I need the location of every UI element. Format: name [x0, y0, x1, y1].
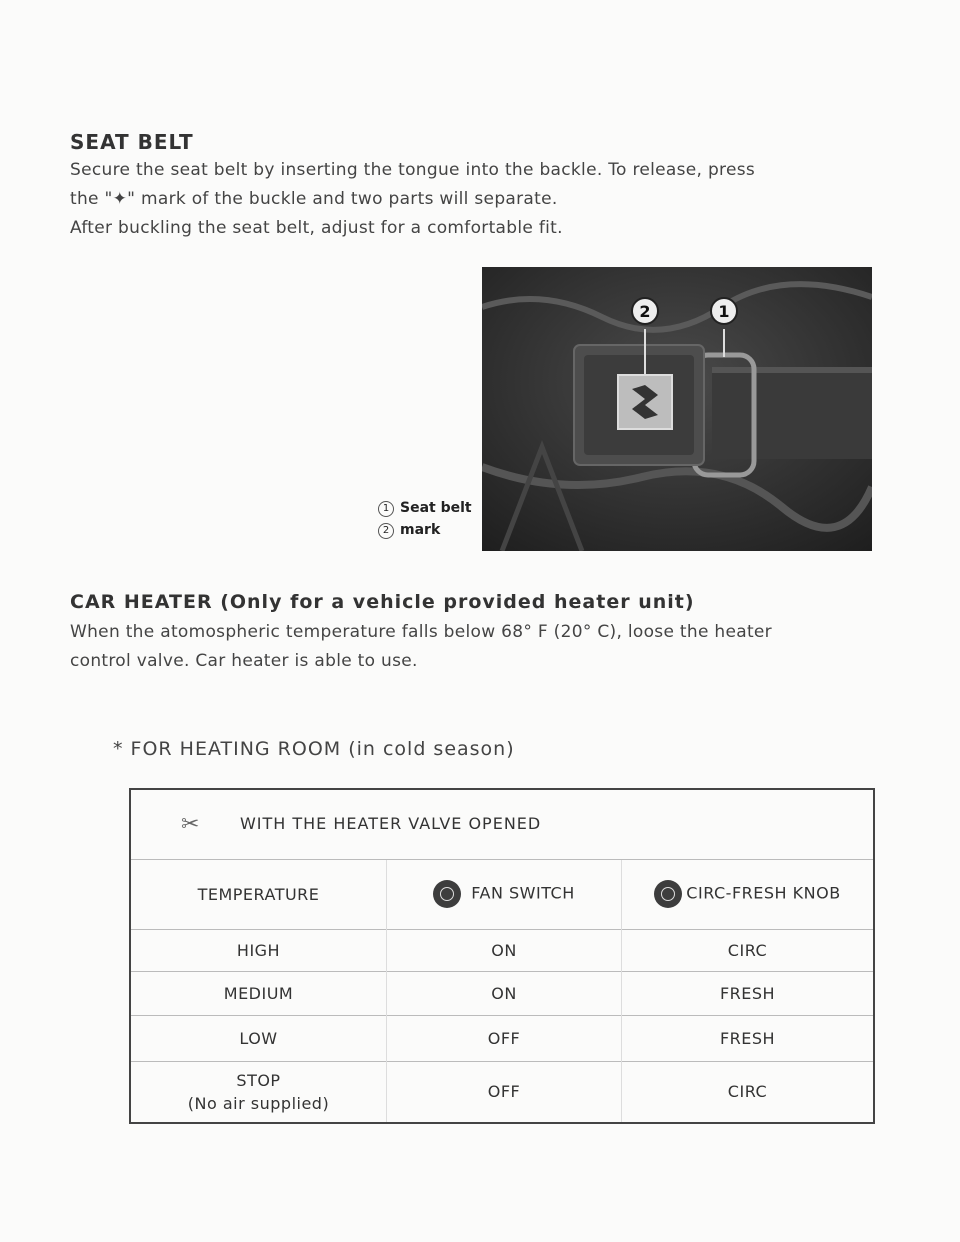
seat-belt-text-line-2: the "✦" mark of the buckle and two parts will separate.	[70, 189, 558, 209]
table-column-headers	[130, 859, 874, 929]
callout-1-label: 1	[718, 302, 730, 321]
heater-settings-table	[129, 788, 875, 1124]
seat-belt-photo	[482, 267, 872, 551]
legend-label-seat-belt: Seat belt	[400, 500, 472, 516]
row-high-fan: ON	[387, 929, 622, 971]
seat-belt-text-line-3: After buckling the seat belt, adjust for a comfortable fit.	[70, 218, 563, 238]
table-row	[130, 1061, 874, 1123]
legend-number-1: 1	[378, 501, 394, 517]
row-low-temperature: LOW	[130, 1015, 387, 1061]
car-heater-heading: CAR HEATER (Only for a vehicle provided heater unit)	[70, 591, 695, 613]
photo-legend-item-1	[378, 500, 472, 517]
fan-switch-label: FAN SWITCH	[471, 883, 575, 903]
legend-number-2: 2	[378, 523, 394, 539]
knob-icon	[654, 880, 682, 908]
row-stop-note: (No air supplied)	[187, 1093, 330, 1113]
row-stop-knob: CIRC	[622, 1061, 875, 1123]
row-high-knob: CIRC	[622, 929, 875, 971]
heating-room-subheading: * FOR HEATING ROOM (in cold season)	[113, 738, 515, 760]
row-medium-knob: FRESH	[622, 971, 875, 1015]
seat-belt-text-line-1: Secure the seat belt by inserting the tongue into the backle. To release, press	[70, 160, 756, 180]
fan-icon	[433, 880, 461, 908]
row-medium-temperature: MEDIUM	[130, 971, 387, 1015]
car-heater-text-line-2: control valve. Car heater is able to use.	[70, 651, 418, 671]
callout-2-label: 2	[639, 302, 651, 321]
heater-valve-icon: ✂	[181, 811, 200, 837]
table-header-label: WITH THE HEATER VALVE OPENED	[239, 813, 542, 833]
row-low-knob: FRESH	[622, 1015, 875, 1061]
column-header-circ-fresh-knob	[622, 859, 875, 929]
seat-belt-illustration	[482, 267, 872, 551]
row-stop-fan: OFF	[387, 1061, 622, 1123]
row-high-temperature: HIGH	[130, 929, 387, 971]
table-header-row	[130, 789, 874, 859]
table-row	[130, 1015, 874, 1061]
row-low-fan: OFF	[387, 1015, 622, 1061]
car-heater-text-line-1: When the atomospheric temperature falls below 68° F (20° C), loose the heater	[70, 622, 772, 642]
row-stop-label: STOP	[236, 1070, 281, 1090]
row-stop-temperature	[130, 1061, 387, 1123]
seat-belt-heading: SEAT BELT	[70, 130, 194, 154]
column-header-temperature: TEMPERATURE	[130, 859, 387, 929]
table-row	[130, 971, 874, 1015]
column-header-fan-switch	[387, 859, 622, 929]
legend-label-mark: mark	[400, 522, 441, 538]
circ-fresh-knob-label: CIRC-FRESH KNOB	[686, 883, 841, 903]
table-row	[130, 929, 874, 971]
photo-legend-item-2	[378, 522, 440, 539]
row-medium-fan: ON	[387, 971, 622, 1015]
